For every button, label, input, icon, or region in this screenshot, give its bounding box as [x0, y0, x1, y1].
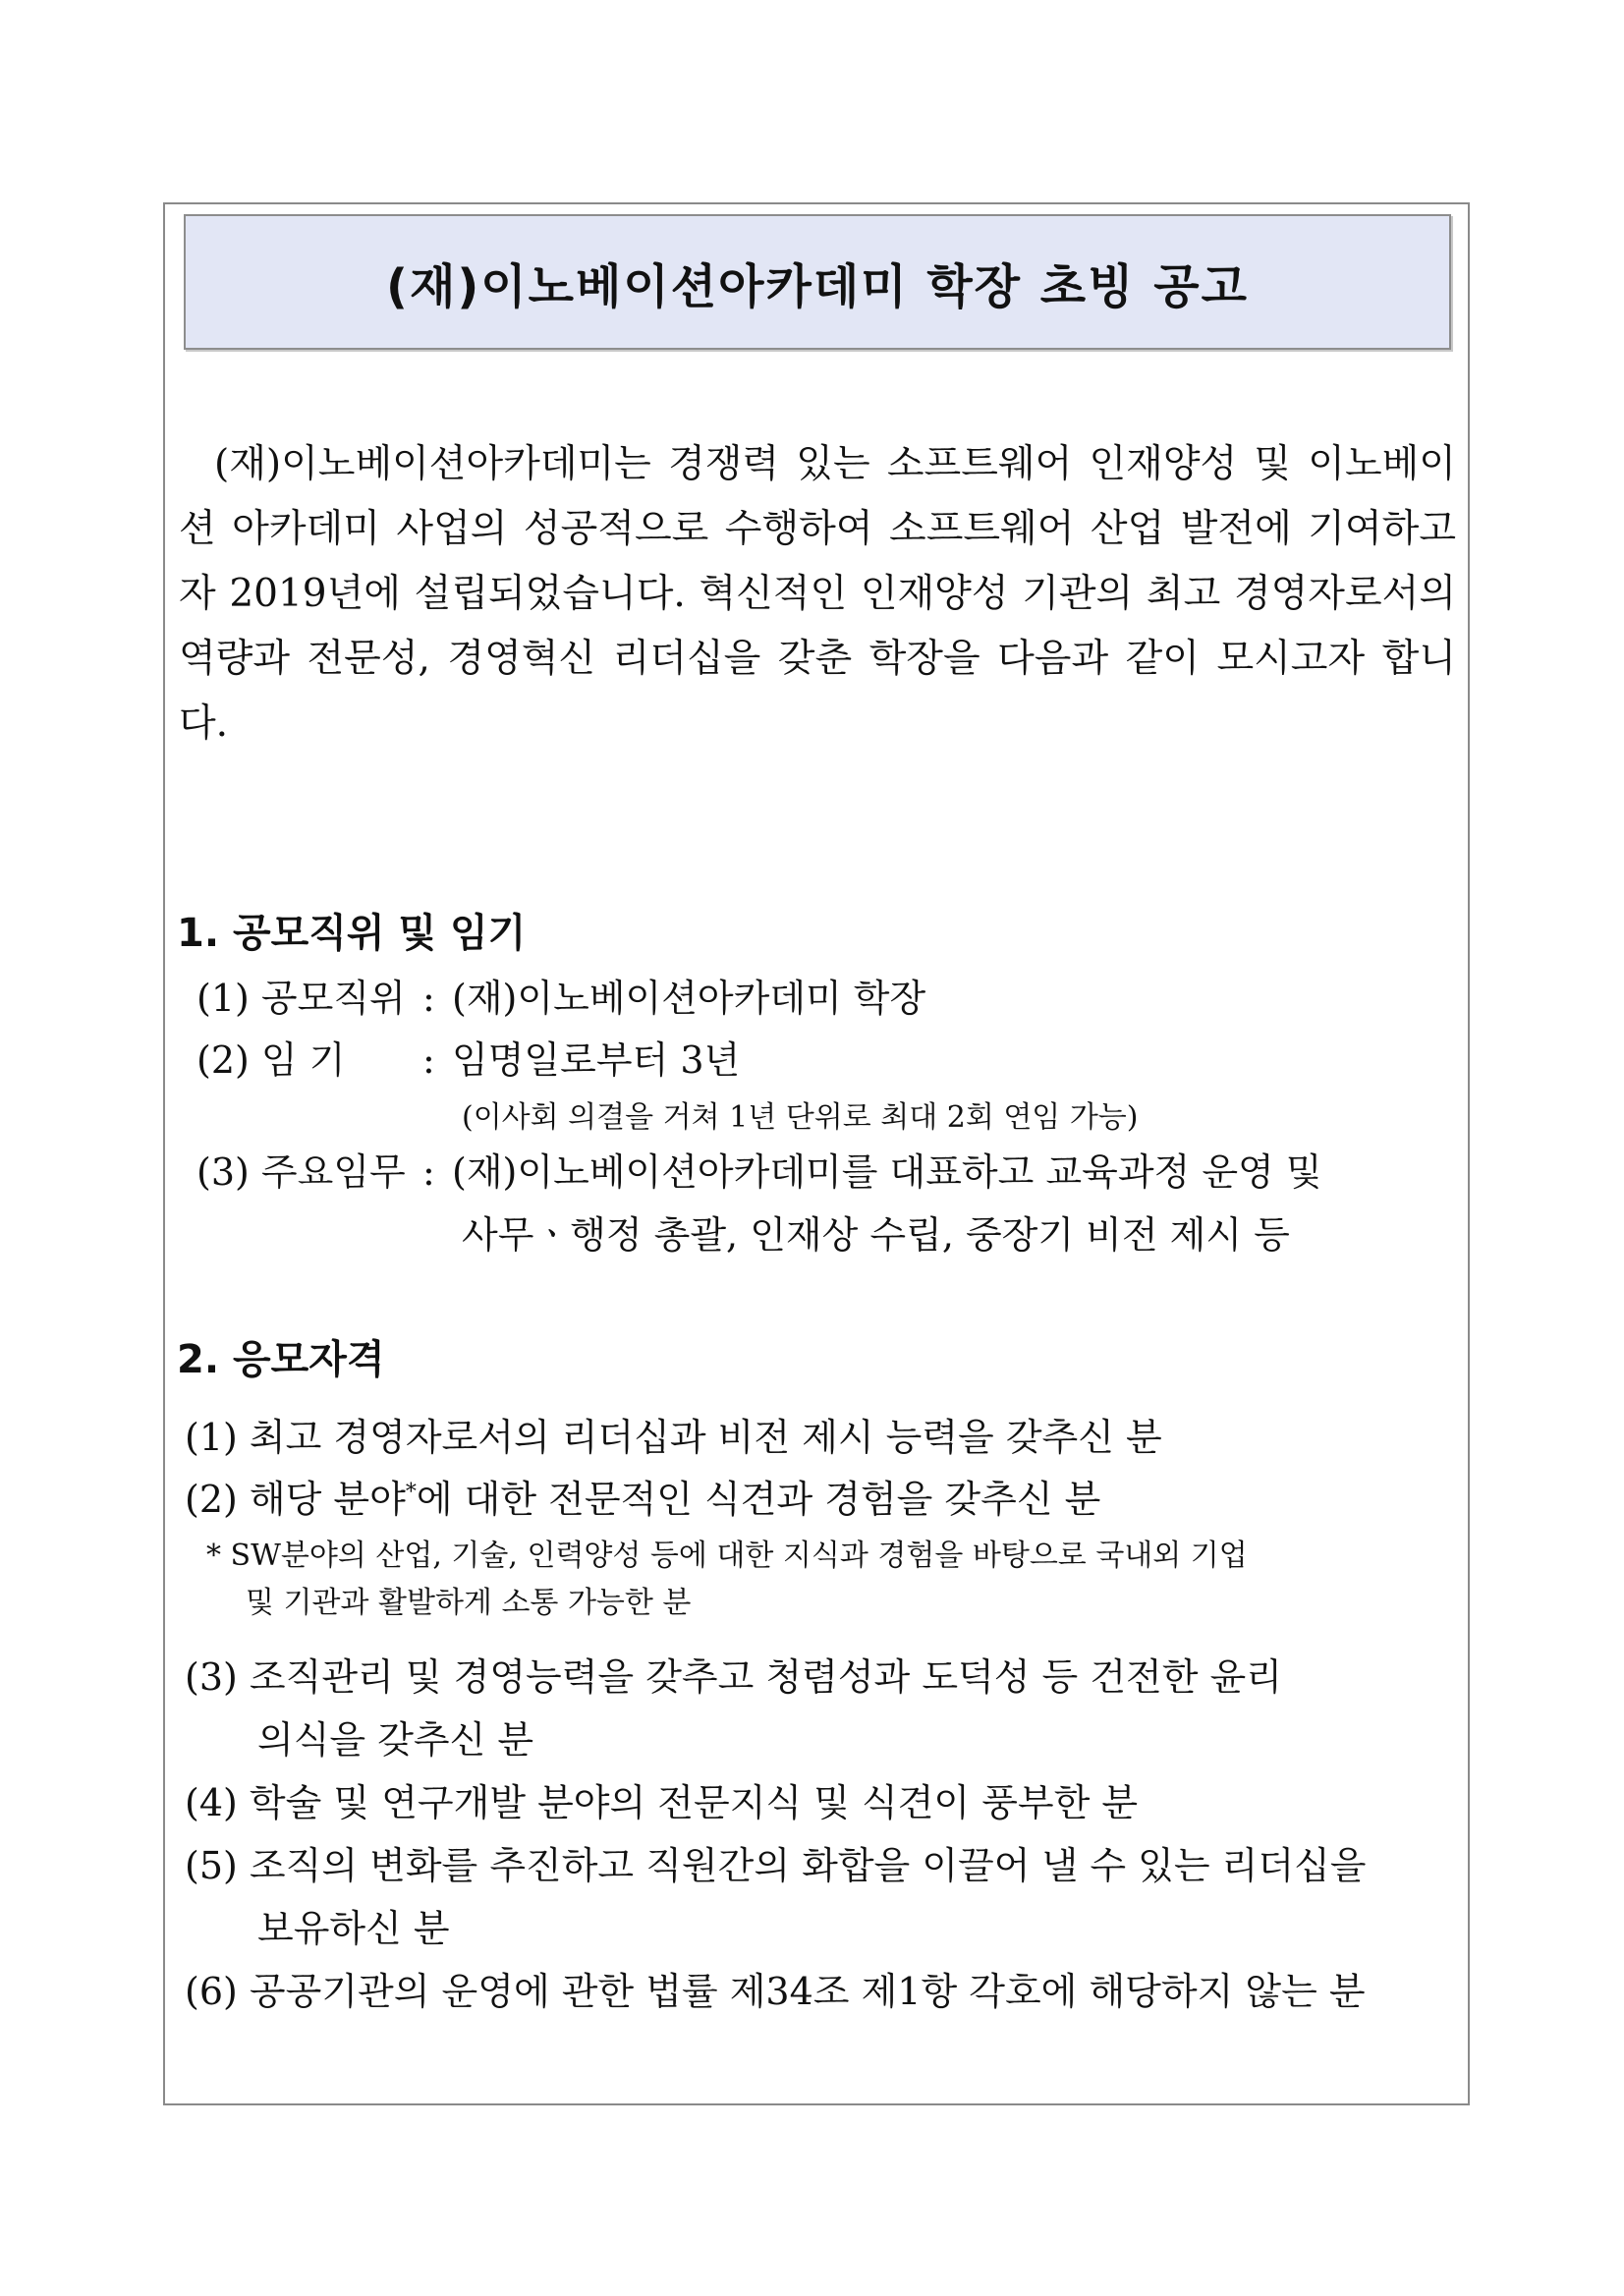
footnote-marker: *: [405, 1480, 417, 1505]
section2-item-3-cont: 의식을 갖추신 분: [257, 1718, 534, 1762]
section2-item-5: (5) 조직의 변화를 추진하고 직원간의 화합을 이끌어 낼 수 있는 리더십을: [185, 1844, 1367, 1887]
section2-item-6: (6) 공공기관의 운영에 관한 법률 제34조 제1항 각호에 해당하지 않는 분: [185, 1970, 1366, 2013]
footnote: [206, 1533, 1454, 1627]
section1-heading: 1. 공모직위 및 임기: [177, 911, 527, 956]
section1-item-1: [196, 968, 925, 1022]
section1-item-1-sep: :: [422, 977, 435, 1020]
section2-item-5-cont: 보유하신 분: [257, 1907, 450, 1950]
duty-continuation: 사무ㆍ행정 총괄, 인재상 수립, 중장기 비전 제시 등: [462, 1213, 1290, 1257]
section2-item-1: (1) 최고 경영자로서의 리더십과 비전 제시 능력을 갖추신 분: [185, 1416, 1162, 1459]
section1-item-1-value: (재)이노베이션아카데미 학장: [452, 977, 926, 1020]
section1-item-3-sep: :: [422, 1150, 435, 1194]
section1-item-3-label: (3) 주요임무: [196, 1150, 406, 1194]
section1-item-3: [196, 1142, 1322, 1196]
section1-item-1-label: (1) 공모직위: [196, 977, 406, 1020]
section1-item-2-sep: :: [422, 1038, 435, 1082]
section2-item-2: [185, 1469, 1100, 1523]
page-title: (재)이노베이션아카데미 학장 초빙 공고: [386, 258, 1249, 314]
section1-item-2-label: (2) 임 기: [196, 1038, 346, 1082]
intro-paragraph: (재)이노베이션아카데미는 경쟁력 있는 소프트웨어 인재양성 및 이노베이션 아카데미 사업의 성공적으로 수행하여 소프트웨어 산업 발전에 기여하고자 2019년에 설립되었습니다. 혁신적인 인재양성 기관의 최고 경영자로서의 역량과 전문성, 경영혁신 리더십을 갖춘 학장을 다음과 같이 모시고자 합니다.: [179, 442, 1456, 746]
section2-item-4: (4) 학술 및 연구개발 분야의 전문지식 및 식견이 풍부한 분: [185, 1781, 1139, 1824]
section2-item-2-text-b: 에 대한 전문적인 식견과 경험을 갖추신 분: [416, 1478, 1101, 1521]
section2-item-3: (3) 조직관리 및 경영능력을 갖추고 청렴성과 도덕성 등 건전한 윤리: [185, 1655, 1282, 1699]
section1-item-2: [196, 1030, 740, 1084]
section1-item-2-value: 임명일로부터 3년: [452, 1038, 741, 1082]
section1-item-3-value: (재)이노베이션아카데미를 대표하고 교육과정 운영 및: [452, 1150, 1322, 1194]
footnote-line-2: 및 기관과 활발하게 소통 가능한 분: [246, 1586, 692, 1620]
section2-item-2-text-a: (2) 해당 분야: [185, 1478, 406, 1521]
footnote-line-1: * SW분야의 산업, 기술, 인력양성 등에 대한 지식과 경험을 바탕으로 국내외 기업: [206, 1539, 1248, 1573]
section2-heading: 2. 응모자격: [177, 1337, 385, 1382]
title-box: [184, 214, 1451, 350]
term-note: (이사회 의결을 거쳐 1년 단위로 최대 2회 연임 가능): [462, 1100, 1139, 1135]
